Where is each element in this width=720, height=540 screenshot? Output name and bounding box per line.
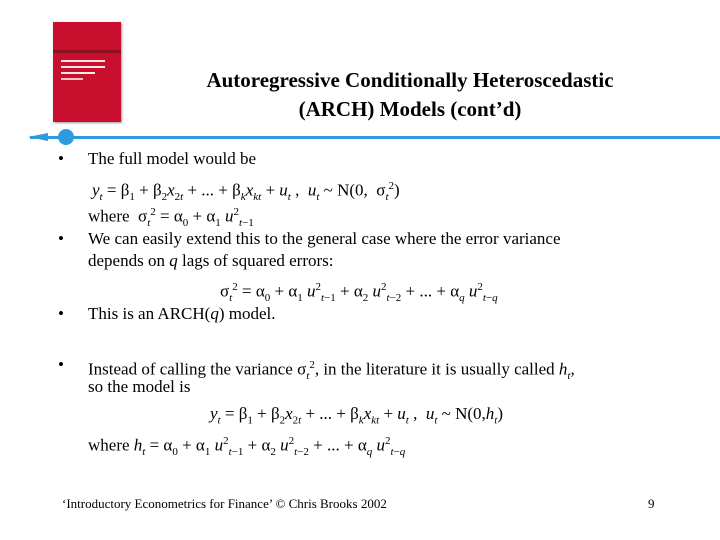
bullet-marker-3: • bbox=[58, 304, 64, 323]
equation-ht: where $h_t = \alpha_0 + \alpha_1$ $u^2_{t-1} + \alpha_2$ $u^2_{t-2}$ + ... + $\alpha_q$ $u^2_{t-q}$ bbox=[88, 435, 406, 459]
bullet-marker-4: • bbox=[58, 355, 64, 374]
bullet-4-text-line2: so the model is bbox=[88, 377, 191, 396]
book-cover-image bbox=[53, 22, 121, 122]
bullet-marker-1: • bbox=[58, 149, 64, 168]
title-divider bbox=[30, 136, 720, 139]
equation-model: $y_t = \beta_1 + \beta_2x_{2t}$ + ... + $\beta_kx_{kt} + u_t$ , $u_t$ ~ N(0, $\sigma_t^2$) bbox=[92, 180, 400, 204]
slide-title-line2: (ARCH) Models (cont’d) bbox=[298, 97, 522, 121]
bullet-2-text-line2: depends on q lags of squared errors: bbox=[88, 251, 334, 270]
book-cover-stripe bbox=[53, 50, 121, 53]
slide-title bbox=[140, 66, 680, 124]
bullet-4-text-line1: Instead of calling the variance $\sigma_t^2$, in the literature it is usually called $h_t$, bbox=[88, 359, 575, 383]
bullet-marker-2: • bbox=[58, 229, 64, 248]
bullet-3-text: This is an ARCH(q) model. bbox=[88, 304, 276, 323]
equation-variance: where $\sigma_t^2 = \alpha_0 + \alpha_1$ $u^2_{t-1}$ bbox=[88, 206, 254, 230]
equation-model-ht: $y_t = \beta_1 + \beta_2x_{2t}$ + ... + $\beta_kx_{kt} + u_t$ , $u_t$ ~ $N(0,h_t)$ bbox=[210, 404, 504, 427]
divider-dot bbox=[58, 129, 74, 145]
bullet-2-text-line1: We can easily extend this to the general case where the error variance bbox=[88, 229, 561, 248]
slide-title-line1: Autoregressive Conditionally Heteroscedastic bbox=[206, 68, 614, 92]
book-cover-text-lines bbox=[61, 60, 111, 98]
equation-arch-q: $\sigma_t^2 = \alpha_0 + \alpha_1$ $u^2_{t-1} + \alpha_2$ $u^2_{t-2}$ + ... + $\alpha_q$ $u^2_{t-q}$ bbox=[220, 281, 498, 305]
bullet-1-text: The full model would be bbox=[88, 149, 257, 168]
footer-credit: ‘Introductory Econometrics for Finance’ © Chris Brooks 2002 bbox=[62, 496, 387, 511]
page-number: 9 bbox=[648, 496, 655, 511]
